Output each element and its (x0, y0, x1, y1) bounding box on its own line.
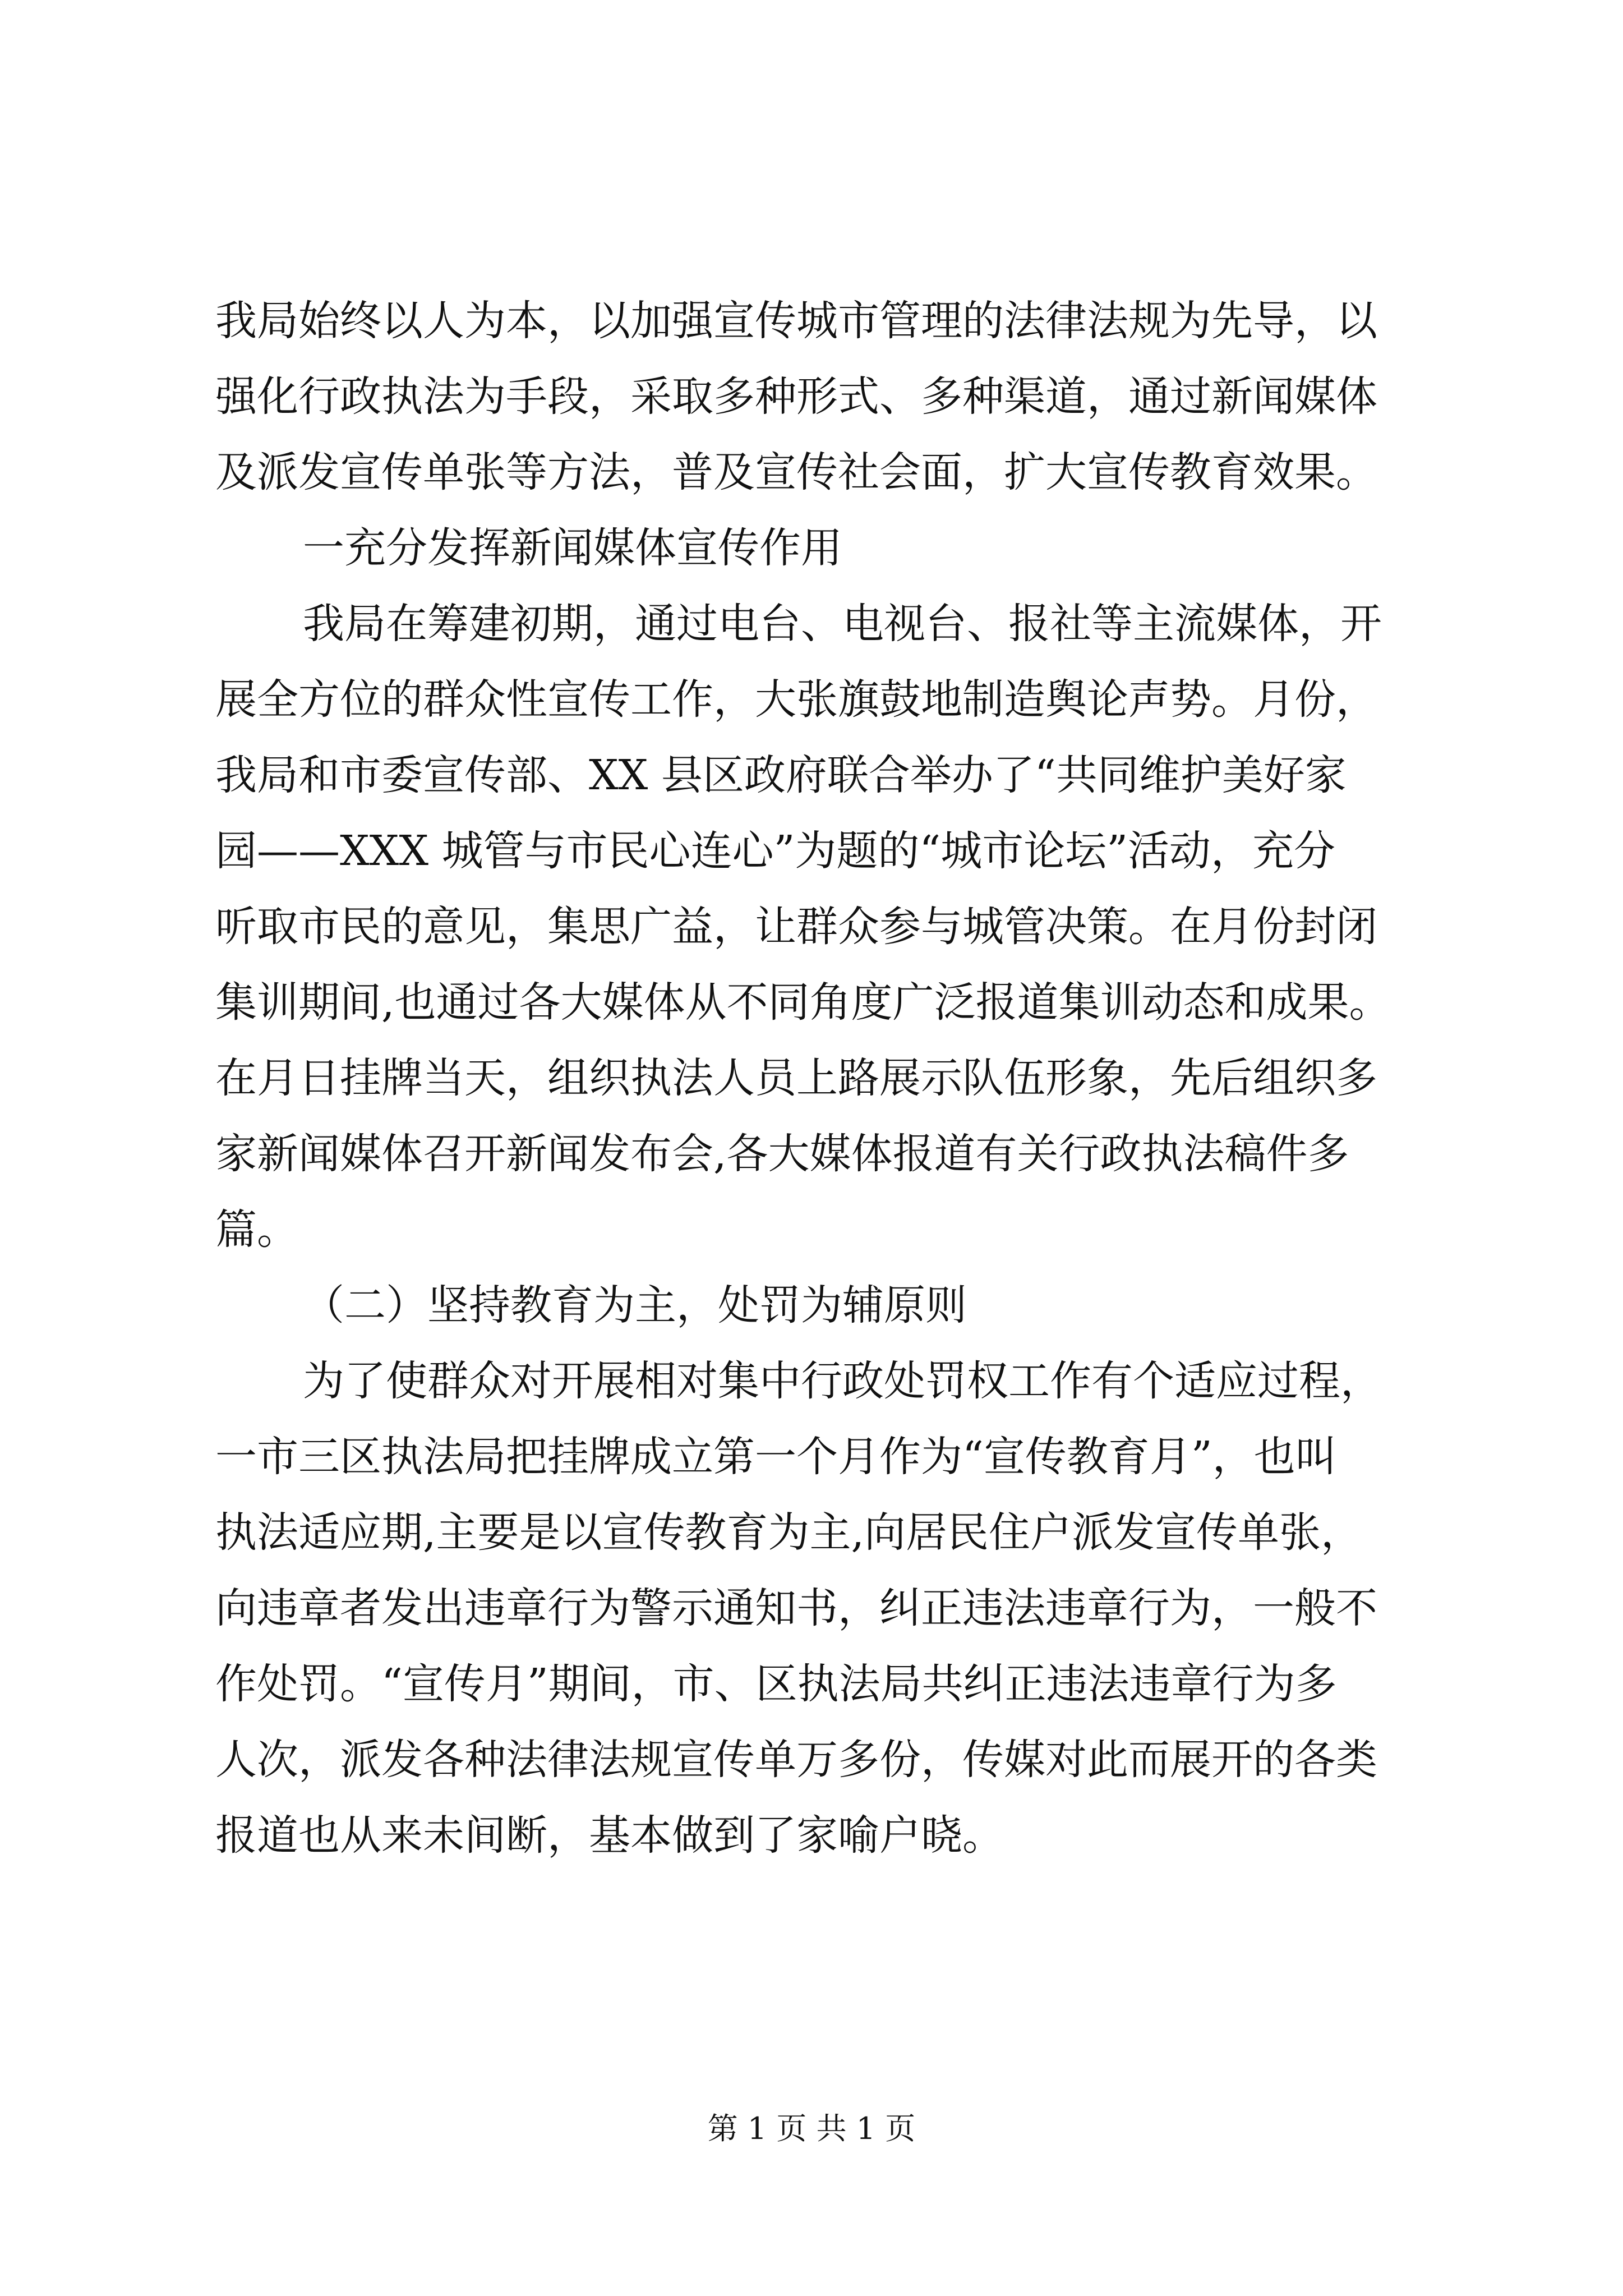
body-line: 园——XXX 城管与市民心连心”为题的“城市论坛”活动，充分 (215, 827, 1336, 875)
document-body (215, 283, 1421, 1874)
body-line: 家新闻媒体召开新闻发布会,各大媒体报道有关行政执法稿件多 (215, 1130, 1349, 1178)
body-line: 为了使群众对开展相对集中行政处罚权工作有个适应过程， (303, 1357, 1382, 1405)
body-line: 执法适应期,主要是以宣传教育为主,向居民住户派发宣传单张， (215, 1508, 1363, 1557)
body-line: 听取市民的意见，集思广益，让群众参与城管决策。在月份封闭 (215, 903, 1377, 951)
body-line: 我局始终以人为本，以加强宣传城市管理的法律法规为先导，以 (215, 297, 1377, 345)
page-footer: 第 1 页 共 1 页 (707, 2111, 916, 2146)
body-line: 集训期间,也通过各大媒体从不同角度广泛报道集训动态和成果。 (215, 978, 1391, 1027)
body-line: 篇。 (215, 1205, 298, 1254)
section-heading-1: 一充分发挥新闻媒体宣传作用 (303, 524, 842, 572)
section-heading-2: （二）坚持教育为主，处罚为辅原则 (303, 1281, 967, 1329)
body-line: 报道也从来未间断，基本做到了家喻户晓。 (215, 1811, 1004, 1860)
body-line: 向违章者发出违章行为警示通知书，纠正违法违章行为，一般不 (215, 1584, 1377, 1632)
body-line: 人次，派发各种法律法规宣传单万多份，传媒对此而展开的各类 (215, 1736, 1377, 1784)
body-line: 我局在筹建初期，通过电台、电视台、报社等主流媒体，开 (303, 600, 1382, 648)
body-line: 一市三区执法局把挂牌成立第一个月作为“宣传教育月”，也叫 (215, 1433, 1337, 1481)
body-line: 我局和市委宣传部、XX 县区政府联合举办了“共同维护美好家 (215, 751, 1347, 799)
body-line: 作处罚。“宣传月”期间，市、区执法局共纠正违法违章行为多 (215, 1660, 1337, 1708)
body-line: 在月日挂牌当天，组织执法人员上路展示队伍形象，先后组织多 (215, 1054, 1377, 1102)
body-line: 及派发宣传单张等方法，普及宣传社会面，扩大宣传教育效果。 (215, 448, 1377, 496)
body-line: 强化行政执法为手段，采取多种形式、多种渠道，通过新闻媒体 (215, 372, 1377, 421)
body-line: 展全方位的群众性宣传工作，大张旗鼓地制造舆论声势。月份， (215, 675, 1377, 724)
